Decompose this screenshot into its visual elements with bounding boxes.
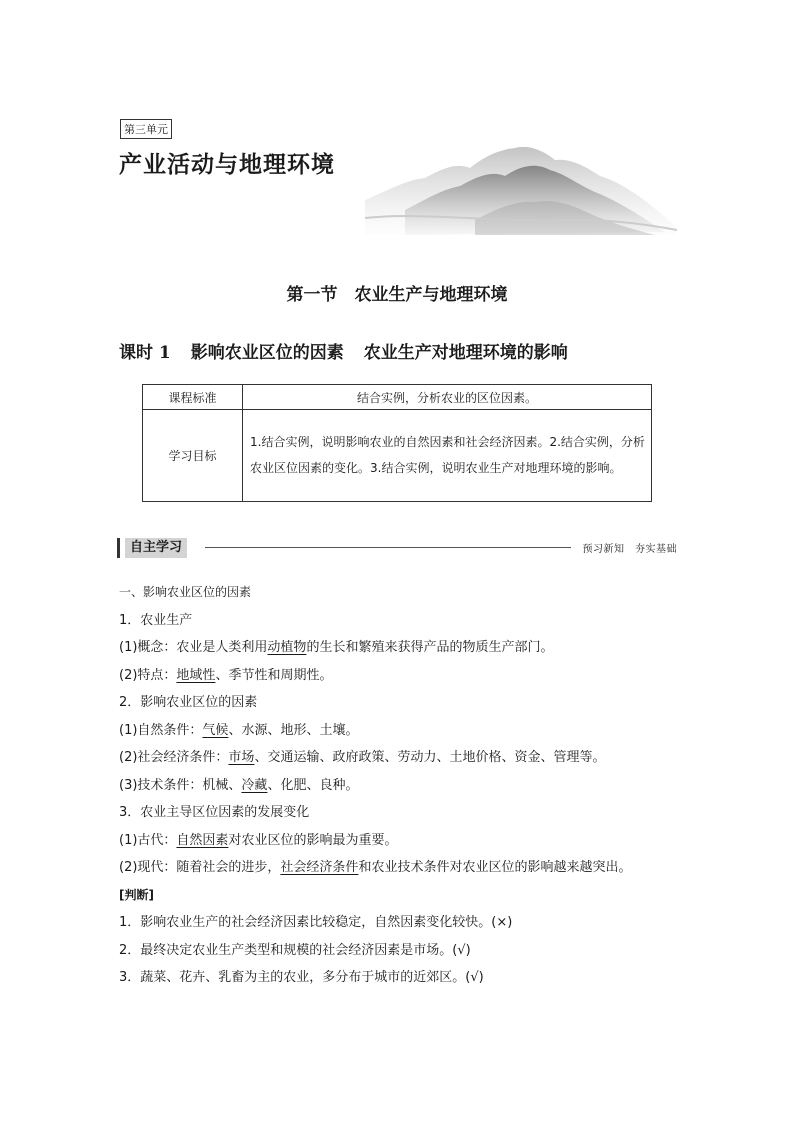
text: 、水源、地形、土壤。	[228, 722, 359, 738]
text: 、季节性和周期性。	[215, 667, 333, 683]
text: (1)概念：农业是人类利用	[119, 640, 268, 655]
text: 和农业技术条件对农业区位的影响越来越突出。	[358, 860, 632, 875]
band-bar	[117, 538, 120, 558]
table-row	[143, 410, 652, 502]
section-title: 第一节 农业生产与地理环境	[286, 285, 508, 305]
lesson-part2: 农业生产对地理环境的影响	[363, 343, 568, 363]
text: 、化肥、良种。	[267, 777, 359, 793]
text: (2)特点：	[119, 667, 177, 683]
list-item	[119, 772, 689, 800]
text: (2)社会经济条件：	[119, 750, 229, 765]
mountain-decoration	[365, 140, 677, 235]
goals-table	[142, 384, 652, 502]
underlined-answer: 气候	[202, 722, 229, 738]
band-divider	[205, 547, 571, 548]
list-item	[119, 827, 689, 855]
subheading: 1．农业生产	[119, 612, 193, 628]
underlined-answer: 地域性	[176, 667, 216, 683]
text: (2)现代：随着社会的进步，	[119, 860, 281, 875]
text: (3)技术条件：机械、	[119, 777, 242, 793]
judge-label: [判断]	[119, 887, 154, 902]
unit-badge: 第三单元	[120, 119, 172, 139]
band-label: 自主学习	[125, 538, 187, 558]
table-row	[143, 385, 652, 410]
course-standard-value: 结合实例，分析农业的区位因素。	[243, 385, 652, 410]
band-subtitle: 预习新知 夯实基础	[582, 544, 677, 555]
learning-goals-label: 学习目标	[143, 410, 243, 502]
list-item	[119, 662, 689, 690]
heading-1: 一、影响农业区位的因素	[119, 585, 252, 599]
underlined-answer: 市场	[228, 750, 255, 765]
lesson-prefix: 课时 1	[119, 343, 171, 363]
list-item	[119, 744, 689, 772]
section-band	[117, 538, 677, 558]
unit-title: 产业活动与地理环境	[119, 152, 335, 178]
subheading: 3．农业主导区位因素的发展变化	[119, 805, 310, 820]
underlined-answer: 自然因素	[176, 832, 229, 848]
course-standard-label: 课程标准	[143, 385, 243, 410]
lesson-part1: 影响农业区位的因素	[190, 343, 344, 363]
underlined-answer: 冷藏	[241, 777, 268, 793]
text: (1)古代：	[119, 832, 177, 848]
text: 的生长和繁殖来获得产品的物质生产部门。	[306, 640, 554, 655]
lesson-title	[119, 338, 568, 363]
text: 对农业区位的影响最为重要。	[228, 832, 398, 848]
underlined-answer: 社会经济条件	[280, 860, 359, 875]
judge-item: 3．蔬菜、花卉、乳畜为主的农业，多分布于城市的近郊区。(√)	[119, 970, 484, 985]
text: (1)自然条件：	[119, 722, 203, 738]
list-item	[119, 854, 689, 882]
text: 、交通运输、政府政策、劳动力、土地价格、资金、管理等。	[254, 750, 606, 765]
list-item	[119, 717, 689, 745]
judge-item: 1．影响农业生产的社会经济因素比较稳定，自然因素变化较快。(×)	[119, 915, 513, 930]
list-item	[119, 634, 689, 662]
learning-goals-value: 1.结合实例，说明影响农业的自然因素和社会经济因素。2.结合实例，分析农业区位因素的变化。3.结合实例，说明农业生产对地理环境的影响。	[243, 410, 652, 502]
judge-item: 2．最终决定农业生产类型和规模的社会经济因素是市场。(√)	[119, 942, 471, 958]
subheading: 2．影响农业区位的因素	[119, 695, 258, 710]
study-content	[119, 579, 689, 992]
underlined-answer: 动植物	[267, 640, 307, 655]
